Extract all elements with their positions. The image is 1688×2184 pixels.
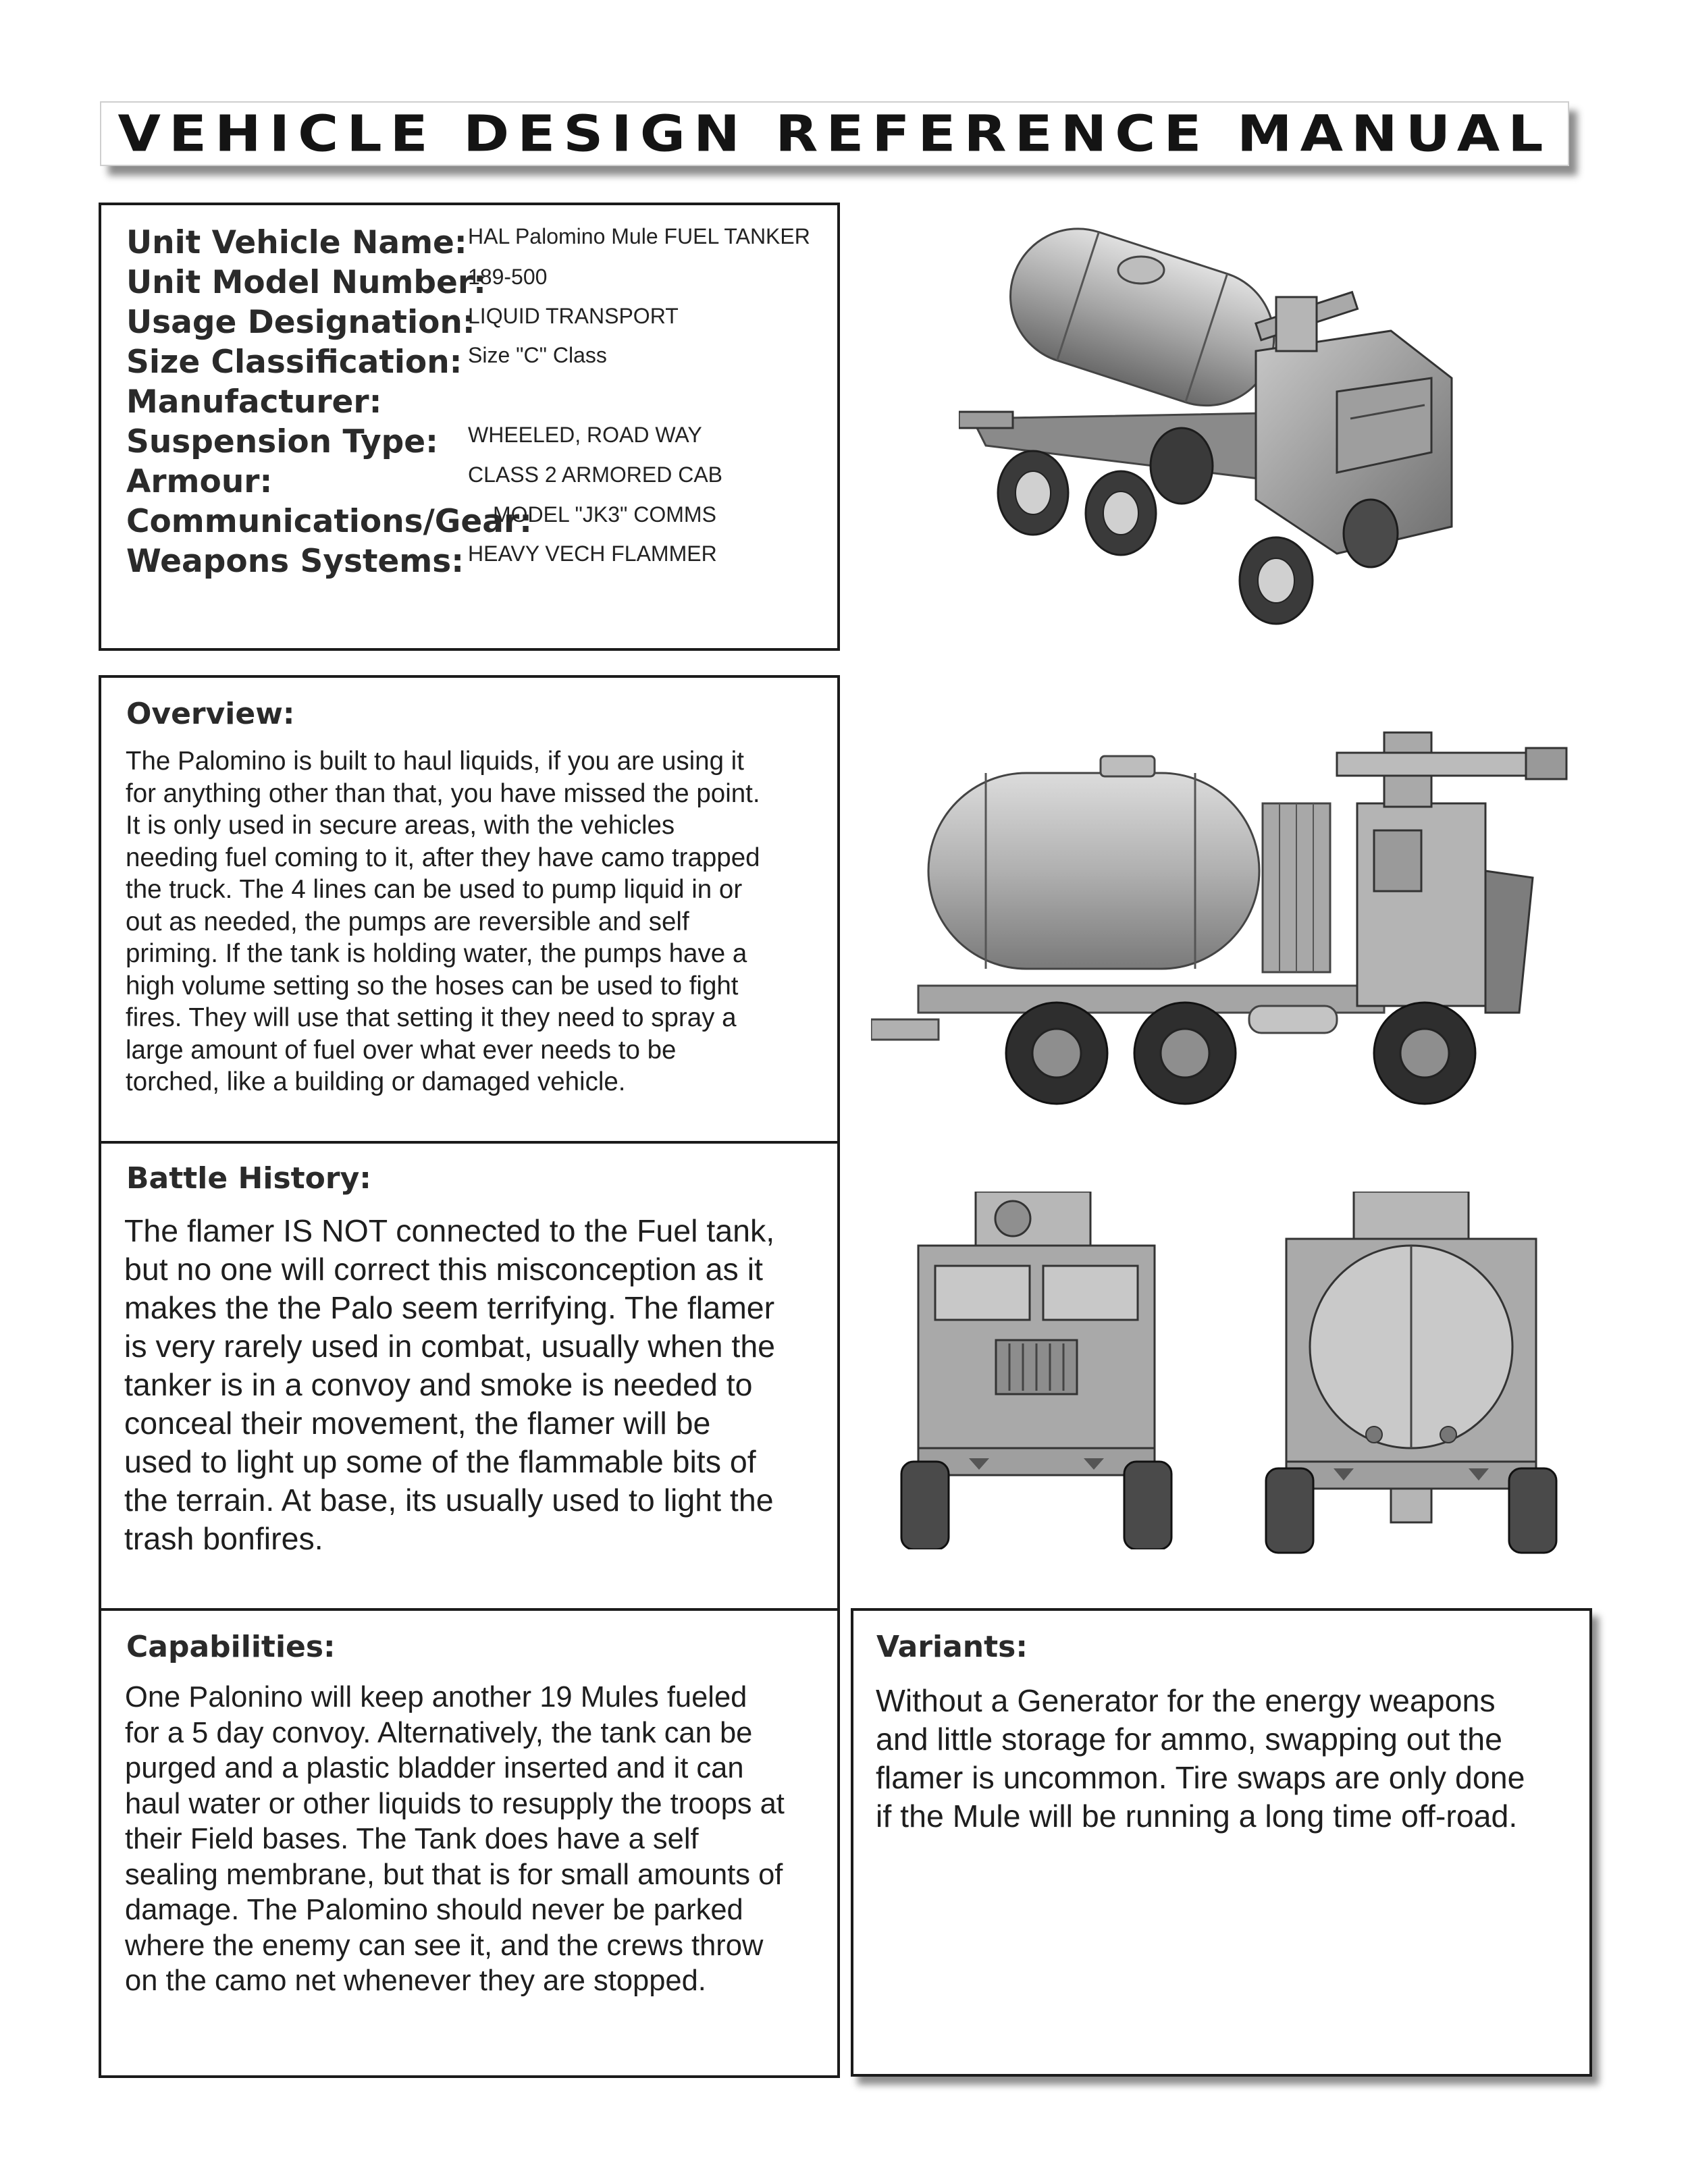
capabilities-text xyxy=(125,1680,785,1999)
spec-value-model-number: 189-500 xyxy=(468,265,548,289)
text-line: the truck. The 4 lines can be used to pump liquid in or xyxy=(126,875,743,904)
text-line: out as needed, the pumps are reversible and self xyxy=(126,907,689,936)
text-line: used to light up some of the flammable bits of xyxy=(124,1444,756,1479)
text-line: their Field bases. The Tank does have a self xyxy=(125,1823,699,1855)
battle-history-text xyxy=(124,1212,775,1558)
spec-label: Armour: xyxy=(126,463,273,500)
text-line: is very rarely used in combat, usually when the xyxy=(124,1329,776,1364)
vehicle-render-side xyxy=(871,716,1580,1121)
text-line: needing fuel coming to it, after they have camo trapped xyxy=(126,843,760,872)
text-line: Without a Generator for the energy weapons xyxy=(876,1683,1496,1718)
text-line: where the enemy can see it, and the crews throw xyxy=(125,1929,764,1962)
text-line: for anything other than that, you have missed the point. xyxy=(126,778,760,808)
spec-label: Usage Designation: xyxy=(126,304,475,341)
spec-label: Suspension Type: xyxy=(126,423,438,460)
text-line: conceal their movement, the flamer will be xyxy=(124,1406,711,1441)
text-line: purged and a plastic bladder inserted and it can xyxy=(125,1752,744,1784)
spec-label: Manufacturer: xyxy=(126,383,382,421)
overview-heading: Overview: xyxy=(126,697,295,731)
text-line: torched, like a building or damaged vehicle. xyxy=(126,1067,626,1096)
text-line: One Palonino will keep another 19 Mules fueled xyxy=(125,1681,747,1713)
spec-label: Size Classification: xyxy=(126,344,463,381)
text-line: It is only used in secure areas, with the vehicles xyxy=(126,811,675,840)
variants-heading: Variants: xyxy=(876,1630,1028,1664)
text-line: fires. They will use that setting it they need to spray a xyxy=(126,1003,737,1032)
spec-value-size: Size "C" Class xyxy=(468,343,607,367)
spec-label: Unit Vehicle Name: xyxy=(126,224,467,261)
spec-value-weapons: HEAVY VECH FLAMMER xyxy=(468,541,717,566)
spec-label: Weapons Systems: xyxy=(126,543,465,580)
text-line: trash bonfires. xyxy=(124,1521,323,1556)
capabilities-heading: Capabilities: xyxy=(126,1630,336,1664)
text-line: the terrain. At base, its usually used to light the xyxy=(124,1483,774,1518)
text-line: flamer is uncommon. Tire swaps are only done xyxy=(876,1760,1525,1795)
spec-value-vehicle-name: HAL Palomino Mule FUEL TANKER xyxy=(468,224,810,248)
variants-text xyxy=(876,1682,1525,1836)
spec-label: Unit Model Number: xyxy=(126,264,486,301)
text-line: high volume setting so the hoses can be used to fight xyxy=(126,971,739,1001)
text-line: large amount of fuel over what ever needs to be xyxy=(126,1035,677,1065)
text-line: sealing membrane, but that is for small amounts of xyxy=(125,1858,783,1891)
text-line: makes the the Palo seem terrifying. The flamer xyxy=(124,1290,775,1325)
text-line: haul water or other liquids to resupply the troops at xyxy=(125,1787,785,1820)
spec-value-armour: CLASS 2 ARMORED CAB xyxy=(468,462,722,487)
text-line: and little storage for ammo, swapping out the xyxy=(876,1722,1502,1757)
text-line: damage. The Palomino should never be parked xyxy=(125,1894,743,1926)
text-line: The flamer IS NOT connected to the Fuel tank, xyxy=(124,1213,775,1248)
text-line: priming. If the tank is holding water, the pumps have a xyxy=(126,939,747,968)
spec-value-suspension: WHEELED, ROAD WAY xyxy=(468,423,702,447)
spec-value-usage: LIQUID TRANSPORT xyxy=(468,304,679,328)
page-title: VEHICLE DESIGN REFERENCE MANUAL xyxy=(117,105,1552,163)
vehicle-render-front xyxy=(895,1192,1185,1549)
overview-text xyxy=(126,745,760,1098)
variants-box xyxy=(851,1608,1592,2077)
battle-history-heading: Battle History: xyxy=(126,1161,371,1196)
vehicle-render-rear xyxy=(1259,1192,1563,1556)
spec-value-comms: MODEL "JK3" COMMS xyxy=(493,502,716,527)
vehicle-render-iso xyxy=(959,216,1526,648)
text-line: if the Mule will be running a long time off-road. xyxy=(876,1799,1518,1834)
text-line: The Palomino is built to haul liquids, if you are using it xyxy=(126,747,744,776)
text-line: but no one will correct this misconception as it xyxy=(124,1252,763,1287)
text-line: for a 5 day convoy. Alternatively, the tank can be xyxy=(125,1716,753,1749)
text-line: tanker is in a convoy and smoke is needed to xyxy=(124,1367,753,1402)
spec-label: Communications/Gear: xyxy=(126,503,532,540)
text-line: on the camo net whenever they are stopped. xyxy=(125,1965,706,1997)
title-banner xyxy=(100,101,1569,166)
